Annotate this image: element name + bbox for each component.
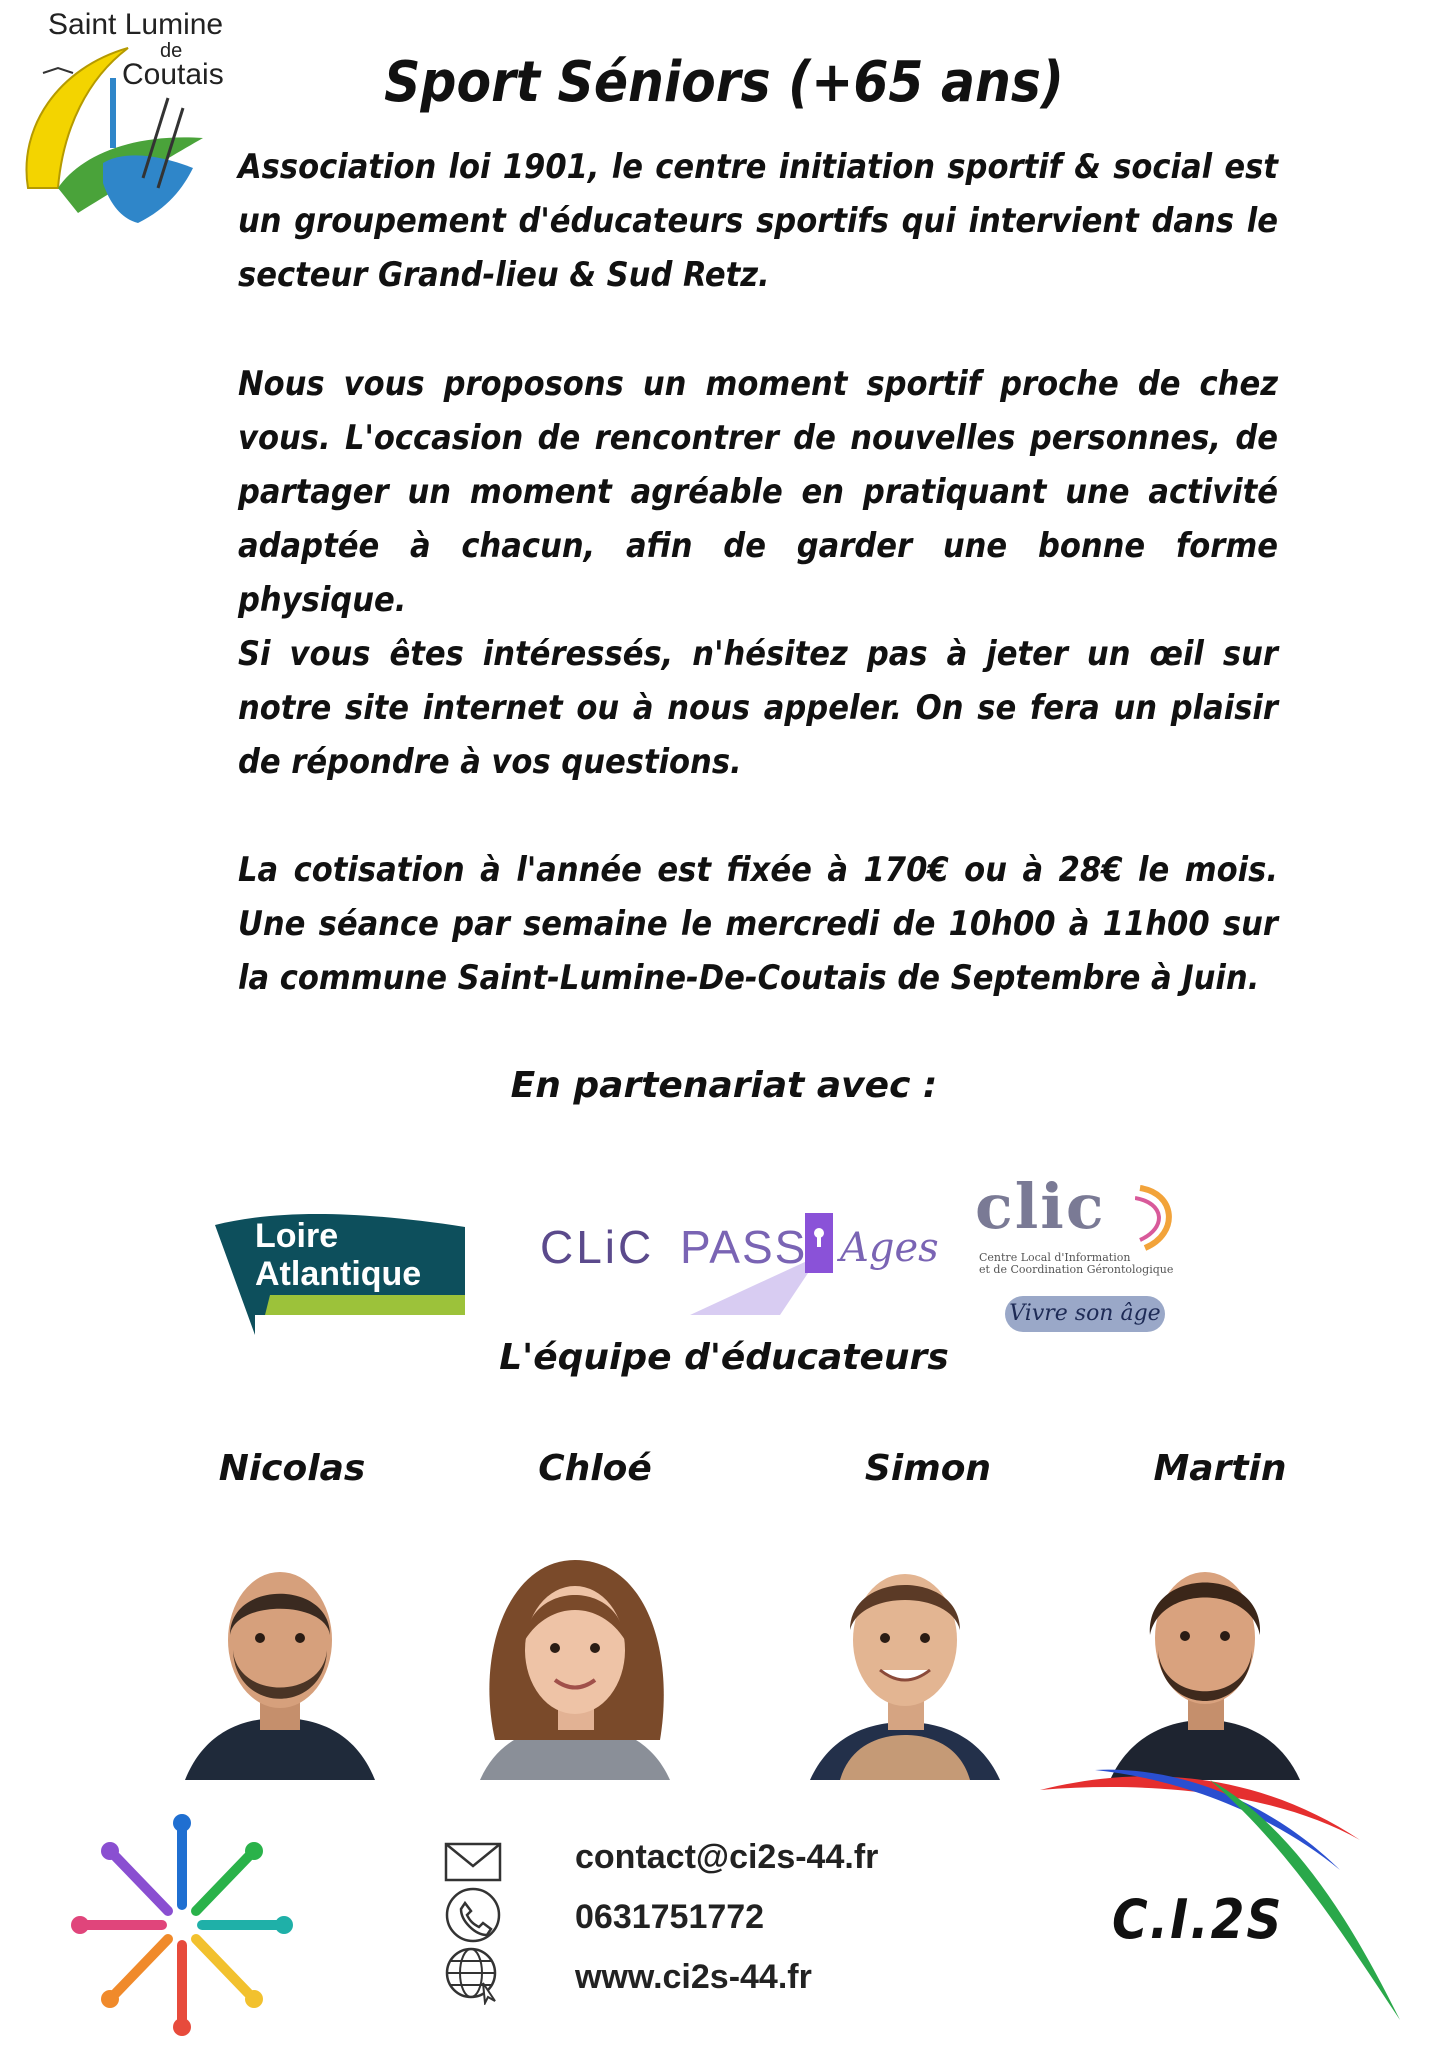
member-name-simon: Simon [864,1448,992,1489]
clic-pass-word3: Ages [840,1225,939,1271]
loire-line2: Atlantique [255,1255,422,1293]
phone-icon [443,1885,503,1945]
mail-icon [443,1832,503,1892]
clic-tagline: Vivre son âge [1005,1296,1165,1332]
paragraph-proposal: Nous vous proposons un moment sportif proche de chez vous. L'occasion de rencontrer de nouvelles personnes, de partager un moment agréable en pratiquant une activité adaptée à chacun, afin de garder une bonne forme physique. [238,364,1278,620]
clic-pass-ages-logo [540,1205,940,1325]
avatar-martin [1100,1540,1310,1780]
town-logo-line1: Saint Lumine [48,8,224,41]
page-title: Sport Séniors (+65 ans) [384,50,1064,115]
member-name-chloe: Chloé [538,1448,652,1489]
avatar-chloe [470,1540,680,1780]
globe-icon [443,1945,503,2005]
avatar-simon [800,1540,1010,1780]
clic-pass-word2: PASS [680,1221,808,1273]
member-name-nicolas: Nicolas [218,1448,366,1489]
ci2s-logo [1040,1760,1410,2040]
email-link[interactable]: contact@ci2s-44.fr [575,1838,879,1876]
website-link[interactable]: www.ci2s-44.fr [575,1958,812,1996]
clic-arc-icon [1135,1178,1185,1258]
town-logo [18,8,228,233]
loire-line1: Loire [255,1217,339,1255]
paragraph-pricing: La cotisation à l'année est fixée à 170€ ou à 28€ le mois. Une séance par semaine le mercredi de 10h00 à 11h00 sur la commune Saint-Lumine-De-Coutais de Septembre à Juin. [238,850,1278,998]
member-name-martin: Martin [1153,1448,1287,1489]
phone-link[interactable]: 0631751772 [575,1898,765,1936]
clic-logo [975,1170,1185,1338]
clic-word: clic [975,1170,1106,1243]
partners-heading: En partenariat avec : [510,1065,938,1106]
community-star-logo [62,1810,302,2040]
clic-small-line1: Centre Local d'Information [979,1251,1131,1264]
paragraph-contact-invite: Si vous êtes intéressés, n'hésitez pas à jeter un œil sur notre site internet ou à nous appeler. On se fera un plaisir de répondre à vos questions. [238,634,1278,782]
loire-atlantique-logo [215,1205,465,1335]
clic-small-line2: et de Coordination Gérontologique [979,1263,1174,1276]
ci2s-brand-name: C.I.2S [1112,1888,1284,1951]
clic-pass-word1: CLiC [540,1221,655,1273]
team-heading: L'équipe d'éducateurs [499,1337,949,1378]
paragraph-association: Association loi 1901, le centre initiation sportif & social est un groupement d'éducateurs sportifs qui intervient dans le secteur Grand-lieu & Sud Retz. [238,147,1278,295]
town-logo-line3: Coutais [122,58,224,91]
avatar-nicolas [175,1540,385,1780]
town-logo-line2: de [160,40,183,62]
